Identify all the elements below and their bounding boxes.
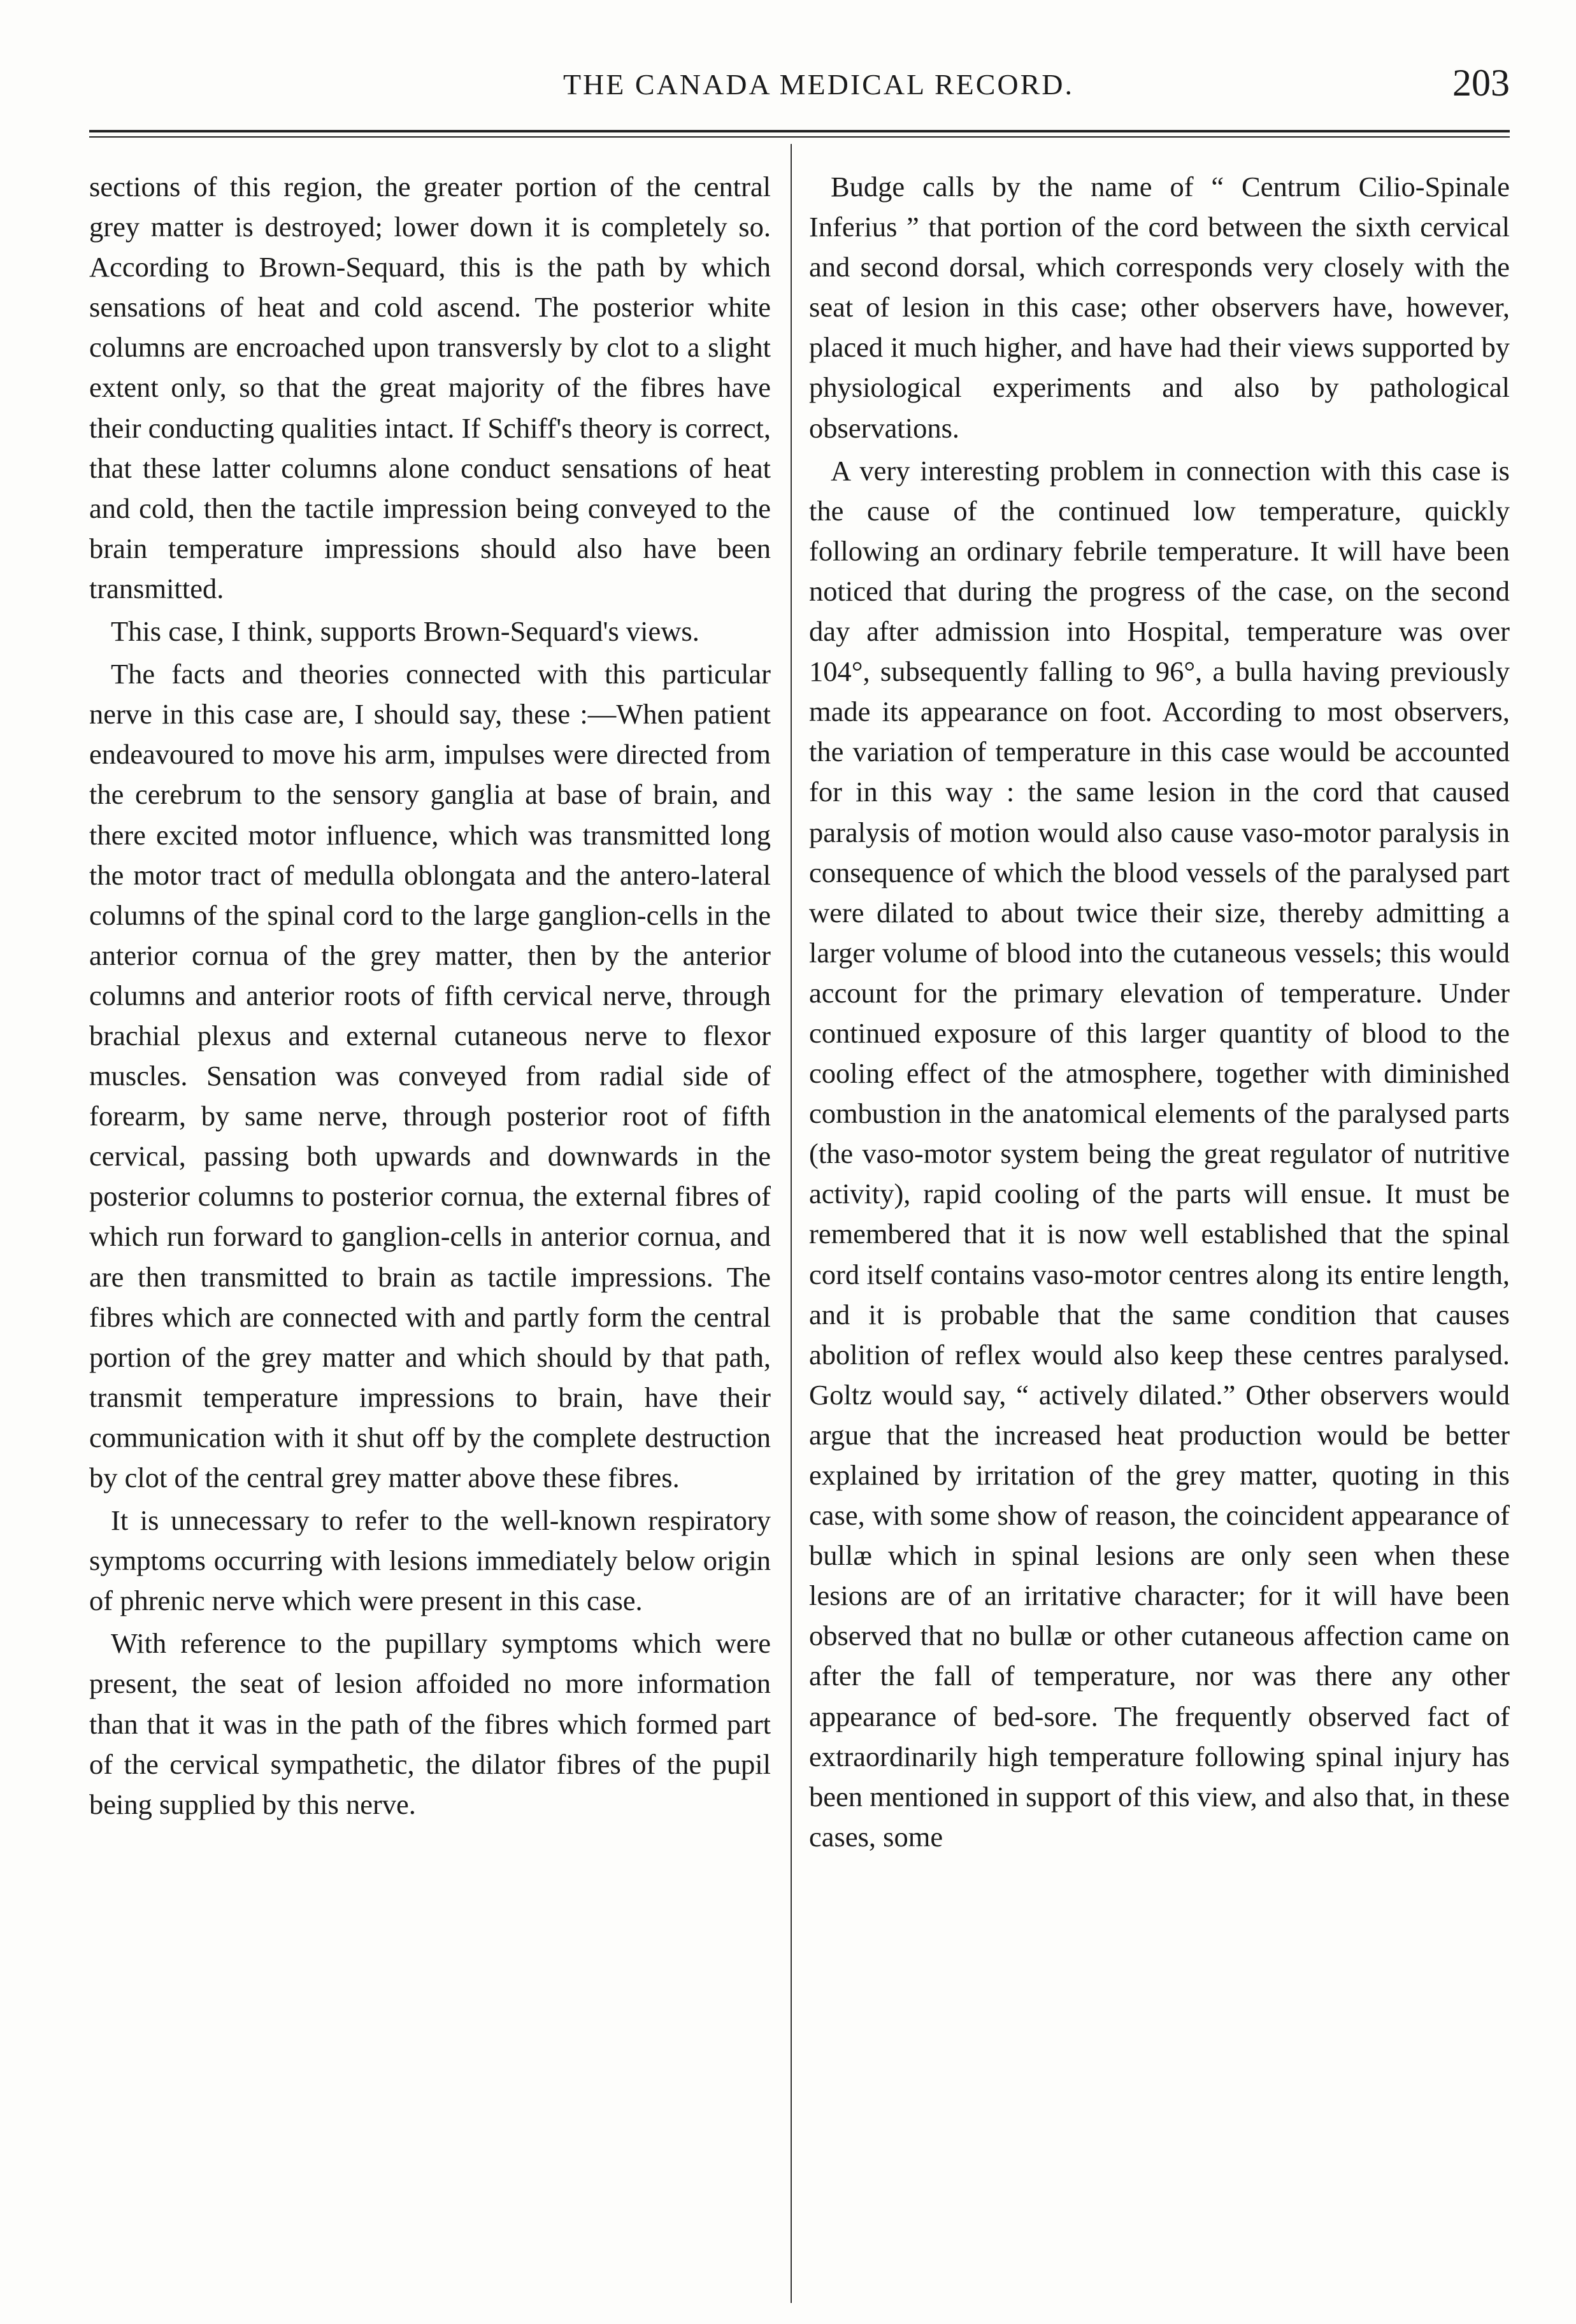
journal-title: THE CANADA MEDICAL RECORD. <box>562 68 1075 101</box>
paragraph: This case, I think, supports Brown-Sequard's views. <box>111 615 699 648</box>
paragraph: A very interesting problem in connection with this case is the cause of the continued low temperature, quickly following an ordinary febrile temperature. It will have been noticed that during the progress of the case, on the second day after admission into Hospital, temperature was over 104°, subsequently falling to 96°, a bulla having previously made its appearance on foot. According to most observers, the variation of temperature in this case would be accounted for in this way : the same lesion in the cord that caused paralysis of motion would also cause vaso-motor paralysis in consequence of which the blood vessels of the paralysed part were dilated to about twice their size, thereby admitting a larger volume of blood into the cutaneous vessels; this would account for the primary elevation of temperature. Under continued exposure of this larger quantity of blood to the cooling effect of the atmosphere, together with diminished combustion in the anatomical elements of the paralysed parts (the vaso-motor system being the great regulator of nutritive activity), rapid cooling of the parts will ensue. It must be remembered that it is now well established that the spinal cord itself contains vaso-motor centres along its entire length, and it is probable that the same condition that causes abolition of reflex would also keep these centres paralysed. Goltz would say, “ actively dilated.” Other observers would argue that the increased heat production would be better explained by irritation of the grey matter, quoting in this case, with some show of reason, the coincident appearance of bullæ which in spinal lesions are only seen when these lesions are of an irritative character; for it will have been observed that no bullæ or other cutaneous affection came on after the fall of temperature, nor was there any other appearance of bed-sore. The frequently observed fact of extraordinarily high temperature following spinal injury has been mentioned in support of this view, and also that, in these cases, some <box>809 454 1510 1853</box>
running-header <box>89 59 1510 116</box>
paragraph: With reference to the pupillary symptoms which were present, the seat of lesion affoided no more information than that it was in the path of the fibres which formed part of the cervical sympathetic, the dilator fibres of the pupil being supplied by this nerve. <box>89 1627 771 1820</box>
column-divider <box>791 144 792 2303</box>
right-column <box>809 167 1510 1857</box>
page-number: 203 <box>1452 62 1510 104</box>
header-rule-thick <box>89 130 1510 132</box>
header-rule-thin <box>89 136 1510 138</box>
left-column <box>89 167 771 1825</box>
paragraph: sections of this region, the greater portion of the central grey matter is destroyed; lower down it is completely so. According to Brown-Sequard, this is the path by which sensations of heat and cold ascend. The posterior white columns are encroached upon transversly by clot to a slight extent only, so that the great majority of the fibres have their conducting qualities intact. If Schiff's theory is correct, that these latter columns alone conduct sensations of heat and cold, then the tactile impression being conveyed to the brain temperature impressions should also have been transmitted. <box>89 171 771 604</box>
paragraph: The facts and theories connected with this particular nerve in this case are, I should say, these :—When patient endeavoured to move his arm, impulses were directed from the cerebrum to the sensory ganglia at base of brain, and there excited motor influence, which was transmitted long the motor tract of medulla oblongata and the antero-lateral columns of the spinal cord to the large ganglion-cells in the anterior cornua of the grey matter, then by the anterior columns and anterior roots of fifth cervical nerve, through brachial plexus and external cutaneous nerve to flexor muscles. Sensation was conveyed from radial side of forearm, by same nerve, through posterior root of fifth cervical, passing both upwards and downwards in the posterior columns to posterior cornua, the external fibres of which run forward to ganglion-cells in anterior cornua, and are then transmitted to brain as tactile impressions. The fibres which are connected with and partly form the central portion of the grey matter and which should by that path, transmit temperature impressions to brain, have their communication with it shut off by the complete destruction by clot of the central grey matter above these fibres. <box>89 658 771 1493</box>
paragraph: Budge calls by the name of “ Centrum Cilio-Spinale Inferius ” that portion of the cord between the sixth cervical and second dorsal, which corresponds very closely with the seat of lesion in this case; other observers have, however, placed it much higher, and have had their views supported by physiological experiments and also by pathological observations. <box>809 171 1510 444</box>
paragraph: It is unnecessary to refer to the well-known respiratory symptoms occurring with lesions immediately below origin of phrenic nerve which were present in this case. <box>89 1504 771 1617</box>
